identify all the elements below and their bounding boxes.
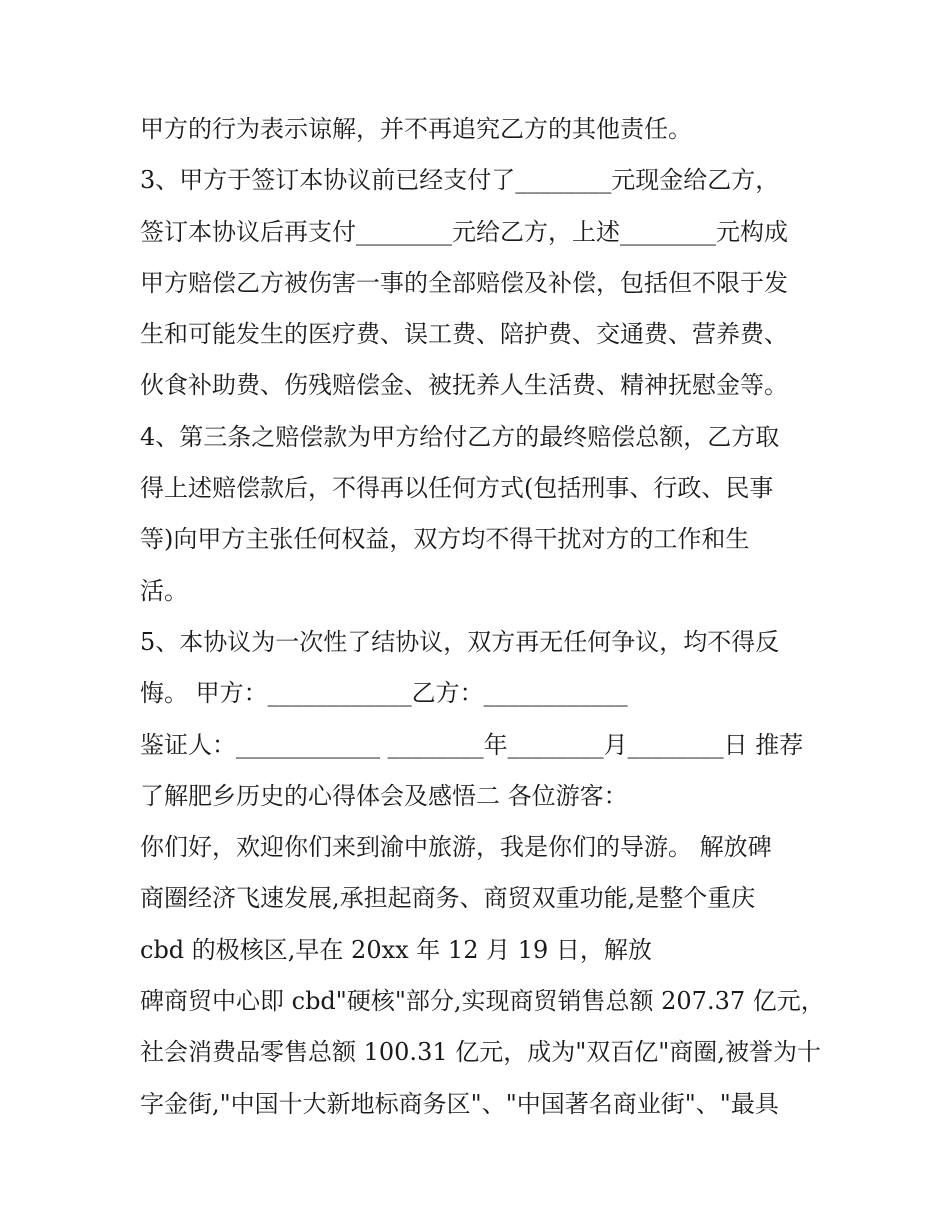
text-line: 甲方的行为表示谅解，并不再追究乙方的其他责任。 bbox=[140, 115, 692, 143]
text-line: 了解肥乡历史的心得体会及感悟二 各位游客： bbox=[140, 781, 628, 810]
text-line: 得上述赔偿款后，不得再以任何方式(包括刑事、行政、民事 bbox=[140, 474, 774, 503]
text-line: 伙食补助费、伤残赔偿金、被抚养人生活费、精神抚慰金等。 bbox=[140, 371, 788, 400]
text-line: 鉴证人：____________ ________年________月________日 推荐 bbox=[140, 730, 804, 759]
text-line: 悔。 甲方：____________乙方：____________ bbox=[140, 679, 628, 708]
text-line: 活。 bbox=[140, 576, 188, 605]
text-line: 4、第三条之赔偿款为甲方给付乙方的最终赔偿总额，乙方取 bbox=[140, 422, 780, 451]
text-line: 等)向甲方主张任何权益，双方均不得干扰对方的工作和生 bbox=[140, 525, 750, 554]
text-line: 你们好，欢迎你们来到渝中旅游，我是你们的导游。 解放碑 bbox=[140, 833, 772, 862]
text-line: 签订本协议后再支付________元给乙方，上述________元构成 bbox=[140, 217, 788, 246]
text-line: 生和可能发生的医疗费、误工费、陪护费、交通费、营养费、 bbox=[140, 320, 788, 349]
text-line: 社会消费品零售总额 100.31 亿元，成为"双百亿"商圈,被誉为十 bbox=[140, 1038, 821, 1067]
text-line: 甲方赔偿乙方被伤害一事的全部赔偿及补偿，包括但不限于发 bbox=[140, 268, 788, 297]
text-line: cbd 的极核区,早在 20xx 年 12 月 19 日，解放 bbox=[140, 935, 652, 964]
text-line: 商圈经济飞速发展,承担起商务、商贸双重功能,是整个重庆 bbox=[140, 884, 756, 913]
text-line: 碑商贸中心即 cbd"硬核"部分,实现商贸销售总额 207.37 亿元， bbox=[140, 987, 825, 1016]
document-body bbox=[140, 104, 840, 1130]
text-line: 3、甲方于签订本协议前已经支付了________元现金给乙方， bbox=[140, 166, 780, 195]
text-line: 5、本协议为一次性了结协议，双方再无任何争议，均不得反 bbox=[140, 627, 780, 656]
text-line: 字金街,"中国十大新地标商务区"、"中国著名商业街"、"最具 bbox=[140, 1089, 779, 1118]
